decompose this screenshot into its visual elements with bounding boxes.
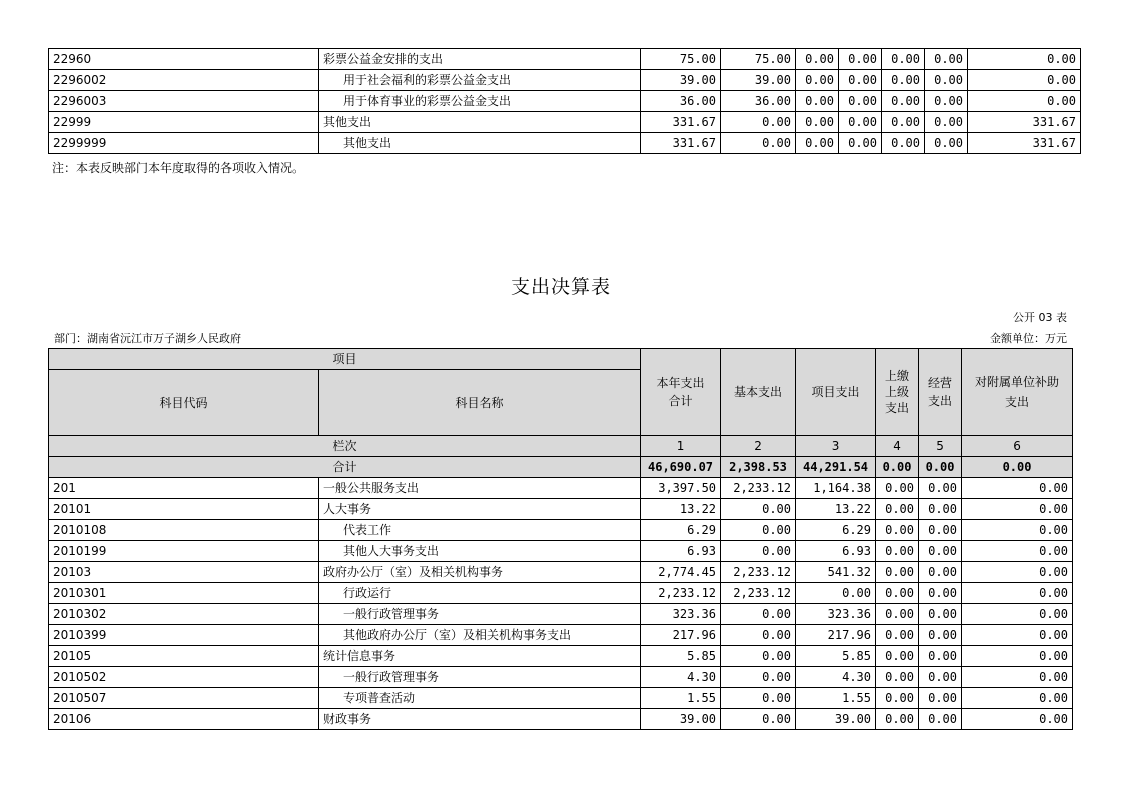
table-row — [49, 70, 1081, 91]
subject-code: 2010108 — [49, 520, 319, 541]
header-upper: 上缴上级支出 — [876, 349, 919, 436]
amount-c1: 1.55 — [641, 688, 721, 709]
subject-code: 20106 — [49, 709, 319, 730]
amount-c5: 0.00 — [919, 604, 962, 625]
subject-name: 其他政府办公厅（室）及相关机构事务支出 — [319, 625, 641, 646]
form-number: 公开 03 表 — [1013, 311, 1067, 324]
table-row — [49, 646, 1073, 667]
amount-c3: 0.00 — [796, 133, 839, 154]
amount-c5: 0.00 — [882, 133, 925, 154]
amount-c6: 0.00 — [925, 70, 968, 91]
amount-c6: 0.00 — [962, 646, 1073, 667]
total-label: 合计 — [49, 457, 641, 478]
subject-name: 彩票公益金安排的支出 — [319, 49, 641, 70]
subject-code: 2296002 — [49, 70, 319, 91]
subject-code: 22960 — [49, 49, 319, 70]
top-table-body — [49, 49, 1081, 154]
amount-c5: 0.00 — [882, 70, 925, 91]
table-row — [49, 541, 1073, 562]
amount-c6: 0.00 — [962, 625, 1073, 646]
subject-code: 20103 — [49, 562, 319, 583]
amount-c3: 0.00 — [796, 70, 839, 91]
amount-c2: 0.00 — [721, 499, 796, 520]
amount-c4: 0.00 — [839, 70, 882, 91]
subject-name: 统计信息事务 — [319, 646, 641, 667]
header-total: 本年支出合计 — [641, 349, 721, 436]
header-business: 经营支出 — [919, 349, 962, 436]
amount-c2: 75.00 — [721, 49, 796, 70]
subject-code: 2010399 — [49, 625, 319, 646]
amount-c1: 39.00 — [641, 709, 721, 730]
header-subsidy: 对附属单位补助支出 — [962, 349, 1073, 436]
table-row — [49, 604, 1073, 625]
total-c5: 0.00 — [919, 457, 962, 478]
amount-unit-label: 金额单位：万元 — [990, 332, 1067, 345]
table-header — [49, 349, 1073, 478]
amount-c2: 2,233.12 — [721, 562, 796, 583]
subject-code: 2010507 — [49, 688, 319, 709]
amount-c1: 331.67 — [641, 112, 721, 133]
amount-c3: 0.00 — [796, 49, 839, 70]
subject-code: 2296003 — [49, 91, 319, 112]
amount-c1: 3,397.50 — [641, 478, 721, 499]
table-row — [49, 133, 1081, 154]
amount-c6: 0.00 — [962, 583, 1073, 604]
amount-c3: 0.00 — [796, 112, 839, 133]
amount-c6: 0.00 — [962, 499, 1073, 520]
amount-c3: 6.29 — [796, 520, 876, 541]
amount-c4: 0.00 — [876, 478, 919, 499]
table-row — [49, 49, 1081, 70]
subject-code: 2299999 — [49, 133, 319, 154]
col-number-1: 1 — [641, 436, 721, 457]
total-c1: 46,690.07 — [641, 457, 721, 478]
amount-c7: 0.00 — [968, 49, 1081, 70]
subject-name: 政府办公厅（室）及相关机构事务 — [319, 562, 641, 583]
table-row — [49, 562, 1073, 583]
amount-c3: 323.36 — [796, 604, 876, 625]
subject-name: 一般行政管理事务 — [319, 604, 641, 625]
amount-c5: 0.00 — [919, 583, 962, 604]
amount-c4: 0.00 — [876, 562, 919, 583]
total-c4: 0.00 — [876, 457, 919, 478]
amount-c7: 331.67 — [968, 133, 1081, 154]
amount-c4: 0.00 — [839, 91, 882, 112]
amount-c5: 0.00 — [919, 541, 962, 562]
amount-c6: 0.00 — [962, 520, 1073, 541]
amount-c2: 0.00 — [721, 604, 796, 625]
subject-name: 一般行政管理事务 — [319, 667, 641, 688]
total-c2: 2,398.53 — [721, 457, 796, 478]
amount-c4: 0.00 — [876, 625, 919, 646]
amount-c6: 0.00 — [962, 604, 1073, 625]
amount-c3: 541.32 — [796, 562, 876, 583]
amount-c5: 0.00 — [919, 562, 962, 583]
total-c3: 44,291.54 — [796, 457, 876, 478]
amount-c3: 0.00 — [796, 583, 876, 604]
table-row — [49, 667, 1073, 688]
amount-c6: 0.00 — [925, 49, 968, 70]
col-number-3: 3 — [796, 436, 876, 457]
subject-name: 其他支出 — [319, 133, 641, 154]
amount-c1: 331.67 — [641, 133, 721, 154]
amount-c3: 13.22 — [796, 499, 876, 520]
amount-c2: 39.00 — [721, 70, 796, 91]
department-label: 部门：湖南省沅江市万子湖乡人民政府 — [54, 332, 241, 345]
amount-c3: 6.93 — [796, 541, 876, 562]
amount-c1: 75.00 — [641, 49, 721, 70]
amount-c6: 0.00 — [962, 562, 1073, 583]
amount-c1: 4.30 — [641, 667, 721, 688]
amount-c6: 0.00 — [962, 688, 1073, 709]
header-project-group: 项目 — [49, 349, 641, 370]
amount-c3: 1,164.38 — [796, 478, 876, 499]
amount-c1: 6.93 — [641, 541, 721, 562]
amount-c5: 0.00 — [919, 688, 962, 709]
table-row — [49, 709, 1073, 730]
amount-c3: 0.00 — [796, 91, 839, 112]
amount-c4: 0.00 — [876, 667, 919, 688]
amount-c1: 13.22 — [641, 499, 721, 520]
amount-c5: 0.00 — [919, 478, 962, 499]
col-number-5: 5 — [919, 436, 962, 457]
subject-name: 其他支出 — [319, 112, 641, 133]
amount-c4: 0.00 — [876, 709, 919, 730]
subject-name: 其他人大事务支出 — [319, 541, 641, 562]
amount-c4: 0.00 — [876, 688, 919, 709]
amount-c3: 4.30 — [796, 667, 876, 688]
subject-name: 行政运行 — [319, 583, 641, 604]
subject-name: 用于体育事业的彩票公益金支出 — [319, 91, 641, 112]
amount-c1: 323.36 — [641, 604, 721, 625]
amount-c5: 0.00 — [919, 646, 962, 667]
amount-c6: 0.00 — [962, 478, 1073, 499]
amount-c5: 0.00 — [919, 667, 962, 688]
amount-c6: 0.00 — [925, 91, 968, 112]
subject-code: 20105 — [49, 646, 319, 667]
table-row — [49, 478, 1073, 499]
amount-c7: 331.67 — [968, 112, 1081, 133]
amount-c1: 5.85 — [641, 646, 721, 667]
amount-c1: 217.96 — [641, 625, 721, 646]
amount-c2: 0.00 — [721, 541, 796, 562]
page-title: 支出决算表 — [510, 276, 611, 298]
amount-c7: 0.00 — [968, 70, 1081, 91]
amount-c5: 0.00 — [919, 520, 962, 541]
subject-name: 专项普查活动 — [319, 688, 641, 709]
subject-code: 2010302 — [49, 604, 319, 625]
amount-c2: 0.00 — [721, 520, 796, 541]
subject-name: 财政事务 — [319, 709, 641, 730]
amount-c4: 0.00 — [839, 49, 882, 70]
subject-code: 2010199 — [49, 541, 319, 562]
amount-c6: 0.00 — [925, 133, 968, 154]
amount-c1: 2,774.45 — [641, 562, 721, 583]
amount-c4: 0.00 — [839, 133, 882, 154]
amount-c2: 0.00 — [721, 133, 796, 154]
amount-c5: 0.00 — [882, 112, 925, 133]
subject-code: 2010502 — [49, 667, 319, 688]
amount-c5: 0.00 — [882, 91, 925, 112]
amount-c6: 0.00 — [962, 709, 1073, 730]
amount-c5: 0.00 — [919, 499, 962, 520]
amount-c2: 0.00 — [721, 688, 796, 709]
table-row — [49, 688, 1073, 709]
subject-name: 用于社会福利的彩票公益金支出 — [319, 70, 641, 91]
table-row — [49, 583, 1073, 604]
subject-code: 22999 — [49, 112, 319, 133]
amount-c5: 0.00 — [919, 709, 962, 730]
subject-name: 一般公共服务支出 — [319, 478, 641, 499]
table-row — [49, 91, 1081, 112]
header-code: 科目代码 — [49, 370, 319, 436]
amount-c6: 0.00 — [925, 112, 968, 133]
amount-c2: 0.00 — [721, 646, 796, 667]
subject-code: 2010301 — [49, 583, 319, 604]
amount-c4: 0.00 — [876, 541, 919, 562]
header-basic: 基本支出 — [721, 349, 796, 436]
amount-c4: 0.00 — [876, 583, 919, 604]
header-lanci: 栏次 — [49, 436, 641, 457]
amount-c4: 0.00 — [876, 646, 919, 667]
amount-c2: 0.00 — [721, 112, 796, 133]
amount-c7: 0.00 — [968, 91, 1081, 112]
amount-c2: 0.00 — [721, 709, 796, 730]
header-project: 项目支出 — [796, 349, 876, 436]
subject-code: 201 — [49, 478, 319, 499]
col-number-6: 6 — [962, 436, 1073, 457]
table-row — [49, 112, 1081, 133]
subject-code: 20101 — [49, 499, 319, 520]
table-row — [49, 625, 1073, 646]
subject-name: 代表工作 — [319, 520, 641, 541]
amount-c2: 0.00 — [721, 667, 796, 688]
total-c6: 0.00 — [962, 457, 1073, 478]
amount-c4: 0.00 — [876, 604, 919, 625]
amount-c2: 2,233.12 — [721, 478, 796, 499]
amount-c4: 0.00 — [876, 499, 919, 520]
expenditure-table-body — [49, 478, 1073, 730]
amount-c3: 39.00 — [796, 709, 876, 730]
amount-c3: 5.85 — [796, 646, 876, 667]
amount-c4: 0.00 — [839, 112, 882, 133]
table-row — [49, 520, 1073, 541]
table-note: 注：本表反映部门本年度取得的各项收入情况。 — [52, 161, 305, 175]
expenditure-table — [48, 348, 1073, 730]
amount-c2: 2,233.12 — [721, 583, 796, 604]
amount-c6: 0.00 — [962, 541, 1073, 562]
amount-c4: 0.00 — [876, 520, 919, 541]
amount-c1: 6.29 — [641, 520, 721, 541]
previous-table-continuation — [48, 48, 1081, 154]
amount-c2: 0.00 — [721, 625, 796, 646]
amount-c5: 0.00 — [919, 625, 962, 646]
amount-c1: 39.00 — [641, 70, 721, 91]
amount-c3: 217.96 — [796, 625, 876, 646]
amount-c1: 36.00 — [641, 91, 721, 112]
amount-c1: 2,233.12 — [641, 583, 721, 604]
col-number-2: 2 — [721, 436, 796, 457]
header-name: 科目名称 — [319, 370, 641, 436]
table-row — [49, 499, 1073, 520]
col-number-4: 4 — [876, 436, 919, 457]
amount-c6: 0.00 — [962, 667, 1073, 688]
amount-c2: 36.00 — [721, 91, 796, 112]
amount-c3: 1.55 — [796, 688, 876, 709]
subject-name: 人大事务 — [319, 499, 641, 520]
amount-c5: 0.00 — [882, 49, 925, 70]
